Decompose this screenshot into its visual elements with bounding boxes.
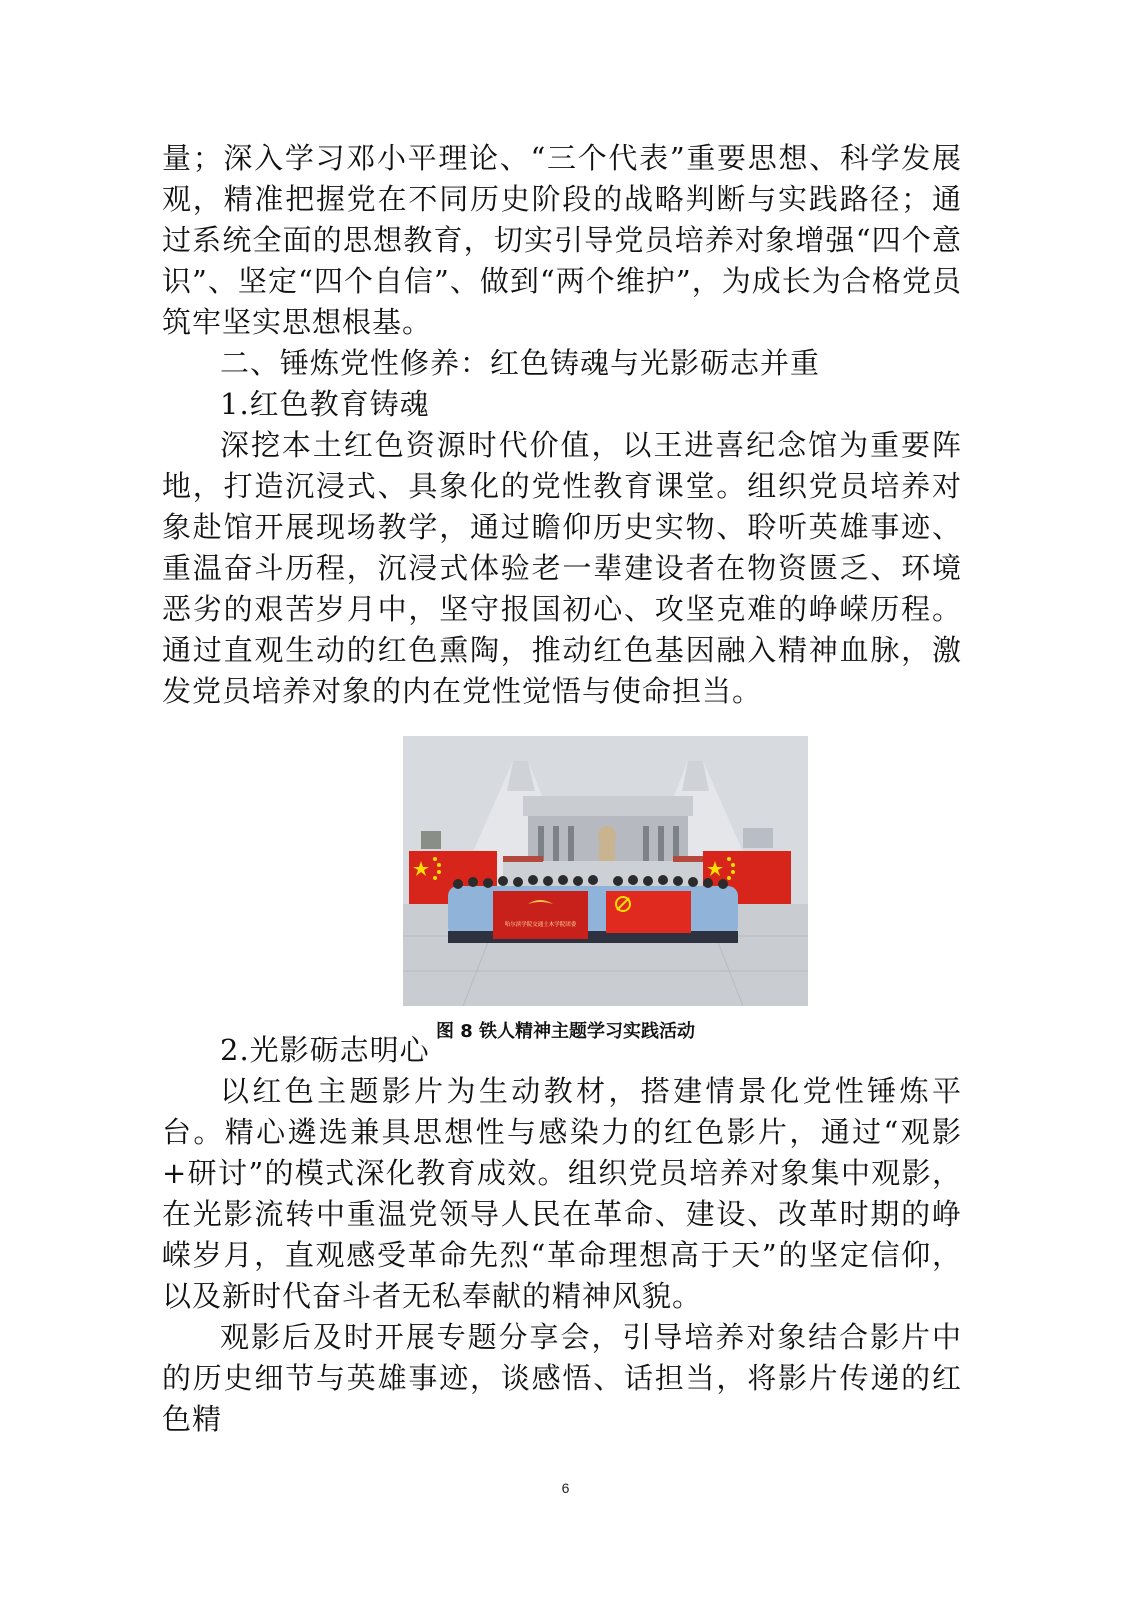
group-photo-image	[403, 736, 808, 1006]
figure-photo	[403, 736, 808, 1006]
subsection-heading-2: 2.光影砺志明心	[220, 1033, 430, 1067]
body-text-bottom	[162, 1030, 962, 1440]
body-text-top	[162, 138, 962, 712]
paragraph-continued: 量；深入学习邓小平理论、“三个代表”重要思想、科学发展观，精准把握党在不同历史阶段的战略判断与实践路径；通过系统全面的思想教育，切实引导党员培养对象增强“四个意识”、坚定“四个自信”、做到“两个维护”，为成长为合格党员筑牢坚实思想根基。	[162, 141, 962, 339]
subsection-heading-1: 1.红色教育铸魂	[220, 387, 430, 421]
school-banner	[493, 891, 588, 939]
paragraph-red-education: 深挖本土红色资源时代价值，以王进喜纪念馆为重要阵地，打造沉浸式、具象化的党性教育课堂。组织党员培养对象赴馆开展现场教学，通过瞻仰历史实物、聆听英雄事迹、重温奋斗历程，沉浸式体验老一辈建设者在物资匮乏、环境恶劣的艰苦岁月中，坚守报国初心、攻坚克难的峥嵘历程。通过直观生动的红色熏陶，推动红色基因融入精神血脉，激发党员培养对象的内在党性觉悟与使命担当。	[162, 428, 962, 708]
page-number: 6	[561, 1480, 570, 1496]
banner-text: 哈尔滨学院交通土木学院团委	[504, 922, 577, 928]
paragraph-sharing-session: 观影后及时开展专题分享会，引导培养对象结合影片中的历史细节与英雄事迹，谈感悟、话担当，将影片传递的红色精	[162, 1320, 962, 1436]
section-heading: 二、锤炼党性修养：红色铸魂与光影砺志并重	[220, 346, 821, 380]
paragraph-film-education: 以红色主题影片为生动教材，搭建情景化党性锤炼平台。精心遴选兼具思想性与感染力的红色影片，通过“观影+研讨”的模式深化教育成效。组织党员培养对象集中观影，在光影流转中重温党领导人民在革命、建设、改革时期的峥嵘岁月，直观感受革命先烈“革命理想高于天”的坚定信仰，以及新时代奋斗者无私奉献的精神风貌。	[162, 1074, 962, 1313]
figure-caption: 图 8 铁人精神主题学习实践活动	[435, 1021, 696, 1042]
